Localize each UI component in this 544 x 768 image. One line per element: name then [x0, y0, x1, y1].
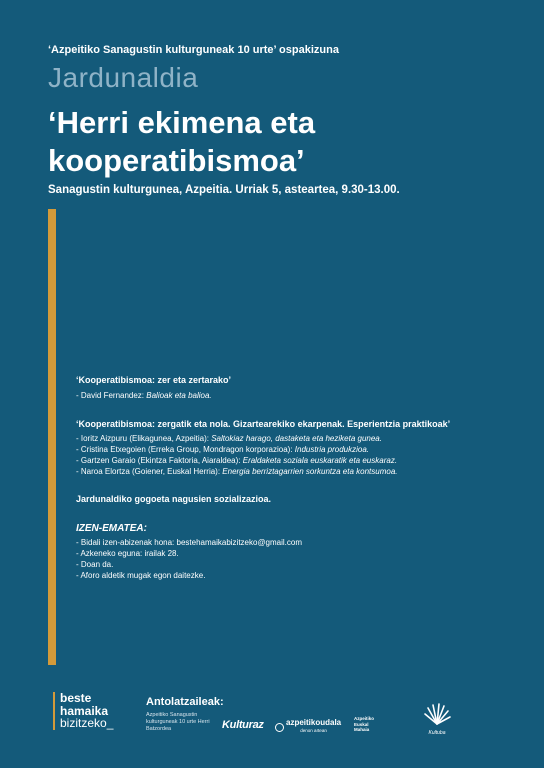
registration [76, 523, 496, 581]
speaker: - David Fernandez: [76, 391, 147, 400]
registration-item: - Doan da. [76, 560, 114, 569]
event-type: Jardunaldia [48, 62, 199, 93]
logo-beste-hamaika [53, 692, 130, 730]
program-section-2 [76, 418, 496, 477]
program-item [76, 466, 496, 477]
logo-fan-icon [422, 702, 452, 736]
logo-azpeitiko-udala [275, 719, 341, 735]
logo-line: bizitzeko_ [60, 716, 114, 730]
registration-item: - Aforo aldetik mugak egon daitezke. [76, 571, 206, 580]
topic: Balioak eta balioa. [146, 391, 212, 400]
topic: Eraldaketa soziala euskaratik eta euskaraz. [242, 456, 398, 465]
logo-fan-text: Kultuba [428, 730, 446, 736]
logo-kulturaz [222, 719, 264, 731]
topic: Saltokiaz harago, dastaketa eta heziketa gunea. [211, 434, 382, 443]
page-title: ‘Herri ekimena eta kooperatibismoa’ [48, 105, 316, 178]
speaker: - Ioritz Aizpuru (Elikagunea, Azpeitia): [76, 434, 212, 443]
logo-text: Kulturaz [222, 719, 264, 731]
program [76, 374, 496, 581]
registration-item: - Azkeneko eguna: irailak 28. [76, 549, 179, 558]
speaker: - Cristina Etxegoien (Erreka Group, Mondragon korporazioa): [76, 445, 295, 454]
logo-line: hamaika [60, 703, 109, 718]
event-location-date: Sanagustin kulturgunea, Azpeitia. Urriak 5, asteartea, 9.30-13.00. [48, 184, 400, 196]
event-subtitle: ‘Azpeitiko Sanagustin kulturguneak 10 urte’ ospakizuna [48, 44, 339, 56]
accent-bar [48, 209, 56, 665]
speaker: - Naroa Elortza (Goiener, Euskal Herria): [76, 467, 223, 476]
section-heading: ‘Kooperatibismoa: zergatik eta nola. Gizartearekiko ekarpenak. Esperientzia praktikoak’ [76, 419, 451, 429]
registration-item: - Bidali izen-abizenak hona: bestehamaikabizitzeko@gmail.com [76, 538, 303, 547]
topic: Industria produkzioa. [294, 445, 370, 454]
logo-line: beste [60, 691, 92, 705]
logo-mark-icon [275, 723, 284, 732]
logo-tagline: denon artean [300, 728, 327, 733]
program-item [76, 444, 496, 455]
organizers-heading: Antolatzaileak: [146, 696, 224, 708]
program-section-1 [76, 374, 496, 401]
speaker: - Gartzen Garaio (Ekintza Faktoria, Aiaraldea): [76, 456, 243, 465]
logo-text [286, 719, 341, 735]
program-item [76, 390, 496, 401]
logo-name: azpeitikoudala [286, 718, 342, 727]
program-item [76, 455, 496, 466]
closing-session: Jardunaldiko gogoeta nagusien sozializazioa. [76, 494, 272, 504]
registration-heading: IZEN-EMATEA: [76, 523, 147, 534]
logo-euskal-mahaia: Azpeitiko Euskal Mahaia [354, 716, 375, 732]
program-item [76, 433, 496, 444]
topic: Energia berriztagarrien sorkuntza eta kontsumoa. [222, 467, 398, 476]
section-heading: ‘Kooperatibismoa: zer eta zertarako’ [76, 375, 232, 385]
organizer-committee: Azpeitiko Sanagustin kulturguneak 10 urte Herri Batzordea [146, 712, 210, 732]
